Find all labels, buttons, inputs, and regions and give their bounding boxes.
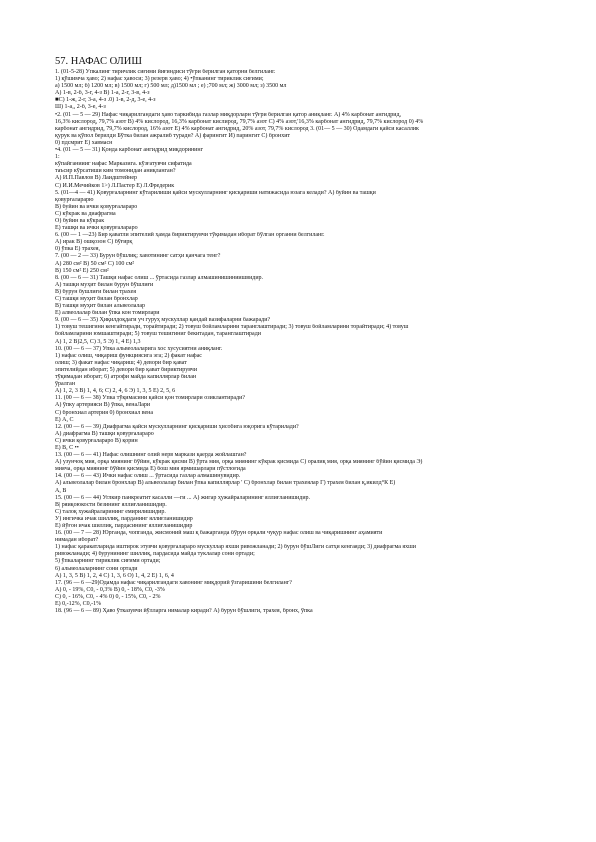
text-line: А) И.П.Павлов В) Лаидштейнер [55,175,138,182]
text-line: 1) нафас олиш, чиқариш функциясига эга; 2) факат нафас [55,352,202,359]
text-line: 1: [55,154,60,161]
text-line: 5) ўпкаларнинг тириклик сиғими ортади; [55,558,161,565]
document-title: 57. НАФАС ОЛИШ [55,56,142,67]
text-line: А) альвеолалар билан бронхлар В) альвеолалар билан ўпка капиллярлар ' С) бронхлар билан трахеялар Г) трахея билан қ,икилд°К Е) [55,480,396,487]
text-line: ўралган [55,381,76,388]
text-line: 11. (00 — 6 — 38) Ўпка тўқимасини қайси қон томирлари озиклантиради? [55,395,245,402]
text-line: В| ряиқоюкости безининг яллиғланишидир. [55,501,167,508]
text-line: •4. (01 — 5 — 31) Қонда карбонат ангидрид миқдорининг [55,147,204,154]
text-line: нимадан иборат? [55,537,99,544]
text-line: 8. (00 — 6 — 31) Ташқи нафас олиш ... ўртасида газлар алмашинишиниишвидир. [55,274,264,281]
text-line: Е) 0,-12%, С0,-1% [55,601,102,608]
text-line: В) буйин ва ички қовурғалараро [55,203,138,210]
text-line: А) 280 см² В) 50 см² С) 100 см² [55,260,135,267]
text-line: олиш; 3) факат нафас чиқариш; 4) девори бир қават [55,359,187,366]
text-line: А) диафрагма В) ташқи қовурғалараро [55,430,154,437]
text-line: С) талоқ хужайраларининг емирилишидир. [55,508,166,515]
text-line: эпителийдан иборат; 5) девори бир қават бириктирувчи [55,366,198,373]
text-line: А) 1, 2, 3 В) 1, 4, 6; С) 2, 4, 6 Э) 1, 3, 5 Е) 2, 5, 6 [55,388,176,395]
text-line: 6) альвеолаларнинг сони ортади [55,565,138,572]
text-line: 9. (00 — 6 — 35) Ҳиқилдоқдаги уч гуруҳ мускуллар қандай вазифаларни бажаради? [55,317,271,324]
text-line: 0) ўпка Е) трахея, [55,246,100,253]
text-line: А) ўпку артерияси В) ўпка, венаЛари [55,402,151,409]
text-line: А) узунчоқ мия, орқа миянинг бўйин, кўкрак қисми В) ўрта мия, орқа миянинг кўкрак қисмида С) оралиқ мия, орқа миянинг бўйин қисмида Э) [55,459,423,466]
text-line: Е) В, С •• [55,444,79,451]
text-line: 5. (01—4 — 41) Қовурғаларнинг кўтарилиши қайси мускулларнинг қисқариши натижасида юзага келади? А) буйин ва ташқи [55,189,376,196]
text-line: С) бронхиал артерия 0) бронхиал вена [55,409,154,416]
text-line: С) И.И.Мечийков 1>) Л.Пастер Е) Л.Фредерик [55,182,175,189]
text-line: Е) алвеолалар билан ўпка кон томирлари [55,310,160,317]
text-line: Е) ташқи ва ички қовурғалараро [55,225,138,232]
text-line: •2. (01 — 5 — 29) Нафас чиқарилгандаги ҳаво таркибида газлар миқдорларн тўғри берилган қатор аниқланг. А) 4% карбонат ангидрид, [55,111,402,118]
text-line: О) буйин ва кўкрак [55,217,105,224]
text-line: кўпайганиииг нафас Марказига. кўзғатувчи сифатида [55,161,192,168]
text-line: Е) йўғон ичак шиллиқ, пардасининг яллиғланишидир [55,523,193,529]
text-line: А) ташқи муҳит билан бурун бўшлиғи [55,281,154,288]
text-line: А) 0, - 19%, С0, - 0,3% В) 0, - 18%, С0, -3% [55,586,165,593]
text-line: 15. (00 — 6 — 44) Углкир панкреатит касалли —ги ... А) жигар ҳужайраларининг яллиғланишидир. [55,494,311,501]
text-line: а) 1500 мл; б) 1200 мл; в) 1500 мл; г) 500 мл; д)1500 мл ; е) ;700 мл; ж) 3000 мл; з) 3500 мл [55,83,287,90]
text-line: 16,3% кислород, 79,7% азот В) 4% кислород, 16,3% карбонат кислирод, 79,7% азот С) 4% азот,'16,3% карбонат ангидрид, 79,7% кислород 0) 4% [55,118,424,125]
text-line: қовурғаларарю [55,196,94,203]
text-line: В) 150 см² Е) 250 см² [55,267,109,274]
text-line: А) ирак В) ошқозон С) бўғирқ [55,239,133,246]
text-line: 1) нафас қаракатларида иштирок этувчи қовурғалараро мускуллар яхши ривожланади; 2) бурун бўшЛиги сатҳи кенгаяди; 3) диафрагма яхши [55,544,416,551]
text-line: 1) товуш тешигини кенгайтиради, торайтиради; 2) товуш бойламларини таранглаштиради; 3) товуш бойламларини торайтиради; 4) товуш [55,324,409,331]
text-line: Ш) 1-а,, 2-б, 3-е, 4-з [55,104,106,111]
text-line: У) ингичка ичак шиллиқ, парданинг яллиғланишидир [55,515,193,522]
text-line: қурук ва қўпол берилди Бўтка билан ажралиб турадн? А) фарингит Й) парингит С) бронхит [55,132,291,139]
text-line: А) 1, 2 В)2,5, С) 3, 5 Э) 1, 4 Е) 1,3 [55,338,141,345]
text-line: ривожланади; 4) бурунининг шиллиқ, пардасида майда туклалар сони ортади; [55,551,255,558]
text-line: А, В [55,487,67,494]
text-line: 0) пдсмрит Е) хавмасн [55,139,113,146]
text-line: 10. (00 — 6 — 37) Упка альвеолаларига хос хусусиятни аниқланг. [55,345,223,352]
text-line: 17. (96 — 6 —29)Одамда нафас чиқарилгандаги хавонинг миқдорий ўзгаришини белгиланг? [55,579,292,586]
text-line: А) 1, 3, 5 В) 1, 2, 4 С) 1, 3, 6 О) 1, 4, 2 Е) 1, 6, 4 [55,572,174,579]
text-line: 1. (01-5-28) Ўпкалинг тиричлик сиғими йиғиндиси тўғри берилган қаторни белгиланг. [55,69,276,75]
document-body [55,69,560,615]
text-line: 16. (00 — 7 — 28) Юрганда, чопганда, жисмоний маш қ бажарганда бўрун орқали чуқур нафас олиш ва чиқаришнинг аҳамияти [55,530,383,537]
text-line: карбонат ангидрид, 79,7% кислород, 16% азот Е) 4% карбонат ангидрид, 20% азот, 79,7% кислород 3. (01— 5 — 30) Одамдаги қайси касаллик [55,125,419,132]
text-line: Е) А, С [55,416,74,423]
text-line: таъсир кўрсатиши ким томонидан аниқланган? [55,168,176,175]
text-line: С) ташқи муҳит билан бронхлар [55,296,138,302]
text-line: В) бурун бушлиғи билан трахея [55,288,137,295]
text-line: мияча, орқа миянинг бўйин қисмида Е) бош мия ярмишарлари пўстлоғида [55,466,246,473]
text-line: 1) қўшимча ҳаво; 2) нафас ҳавоси; 3) резерв ҳаво; 4) •ўпканинг тириклик сиғими; [55,76,264,83]
text-line: В) ташқи муҳит билан альвеолалар [55,303,146,310]
text-line: А) 1-в, 2-б, 3-г, 4-з В) 1-а, 2-г, 3-в, 4-з [55,90,150,97]
text-line: тўқимадан иборат; 6) атрофи майда капиллярлар билан [55,374,197,381]
text-line: С) кўкрак ва диафрагма [55,210,116,217]
text-line: 6. (00 — 1 —23) Бир қаватли эпителий ҳамда бириктирувчи тўқимадан иборат бўлган органни белгиланг. [55,232,325,239]
text-line: С) 0, - 16%, С0, - 4% 0) 0, - 15%, С0, - 2% [55,593,161,600]
text-line: 18. (96 — 6 — 89) Ҳаво ўтказувчи йўлларга нималар киради? А) бурун бўшлиги, трахея, бронх, ўпка [55,608,313,615]
text-line: бойламларини юмшаштиради; 5) товуш тешигиниг бекитадан, таранглаштиради [55,331,261,338]
text-line: С) ички қовурғалараро В) қорин [55,437,138,444]
document-page [55,56,560,615]
text-line: 13. (00 — 6 — 41) Нафас олишнинг олий нерв маркази қаерда жойлашган? [55,452,247,459]
text-line: 7. (00 — 2 — 33) Бурун бўшлиқ; хавотининг сатҳи қанчага тенг? [55,253,221,260]
text-line: 12. (00 — 6 — 39) Диафрагма қайси мускулларнинг қисқариши ҳисобига юқорига кўтарилади? [55,423,299,430]
text-line: 14. (00 — 6 — 43) Ички нафас олиш ... ўртасида газлар алмашинувидир. [55,473,241,480]
text-line: ■С) 1-ж, 2-г, 3-а, 4-з .0) 1-в, 2-д, 3-е, 4-з [55,97,156,104]
